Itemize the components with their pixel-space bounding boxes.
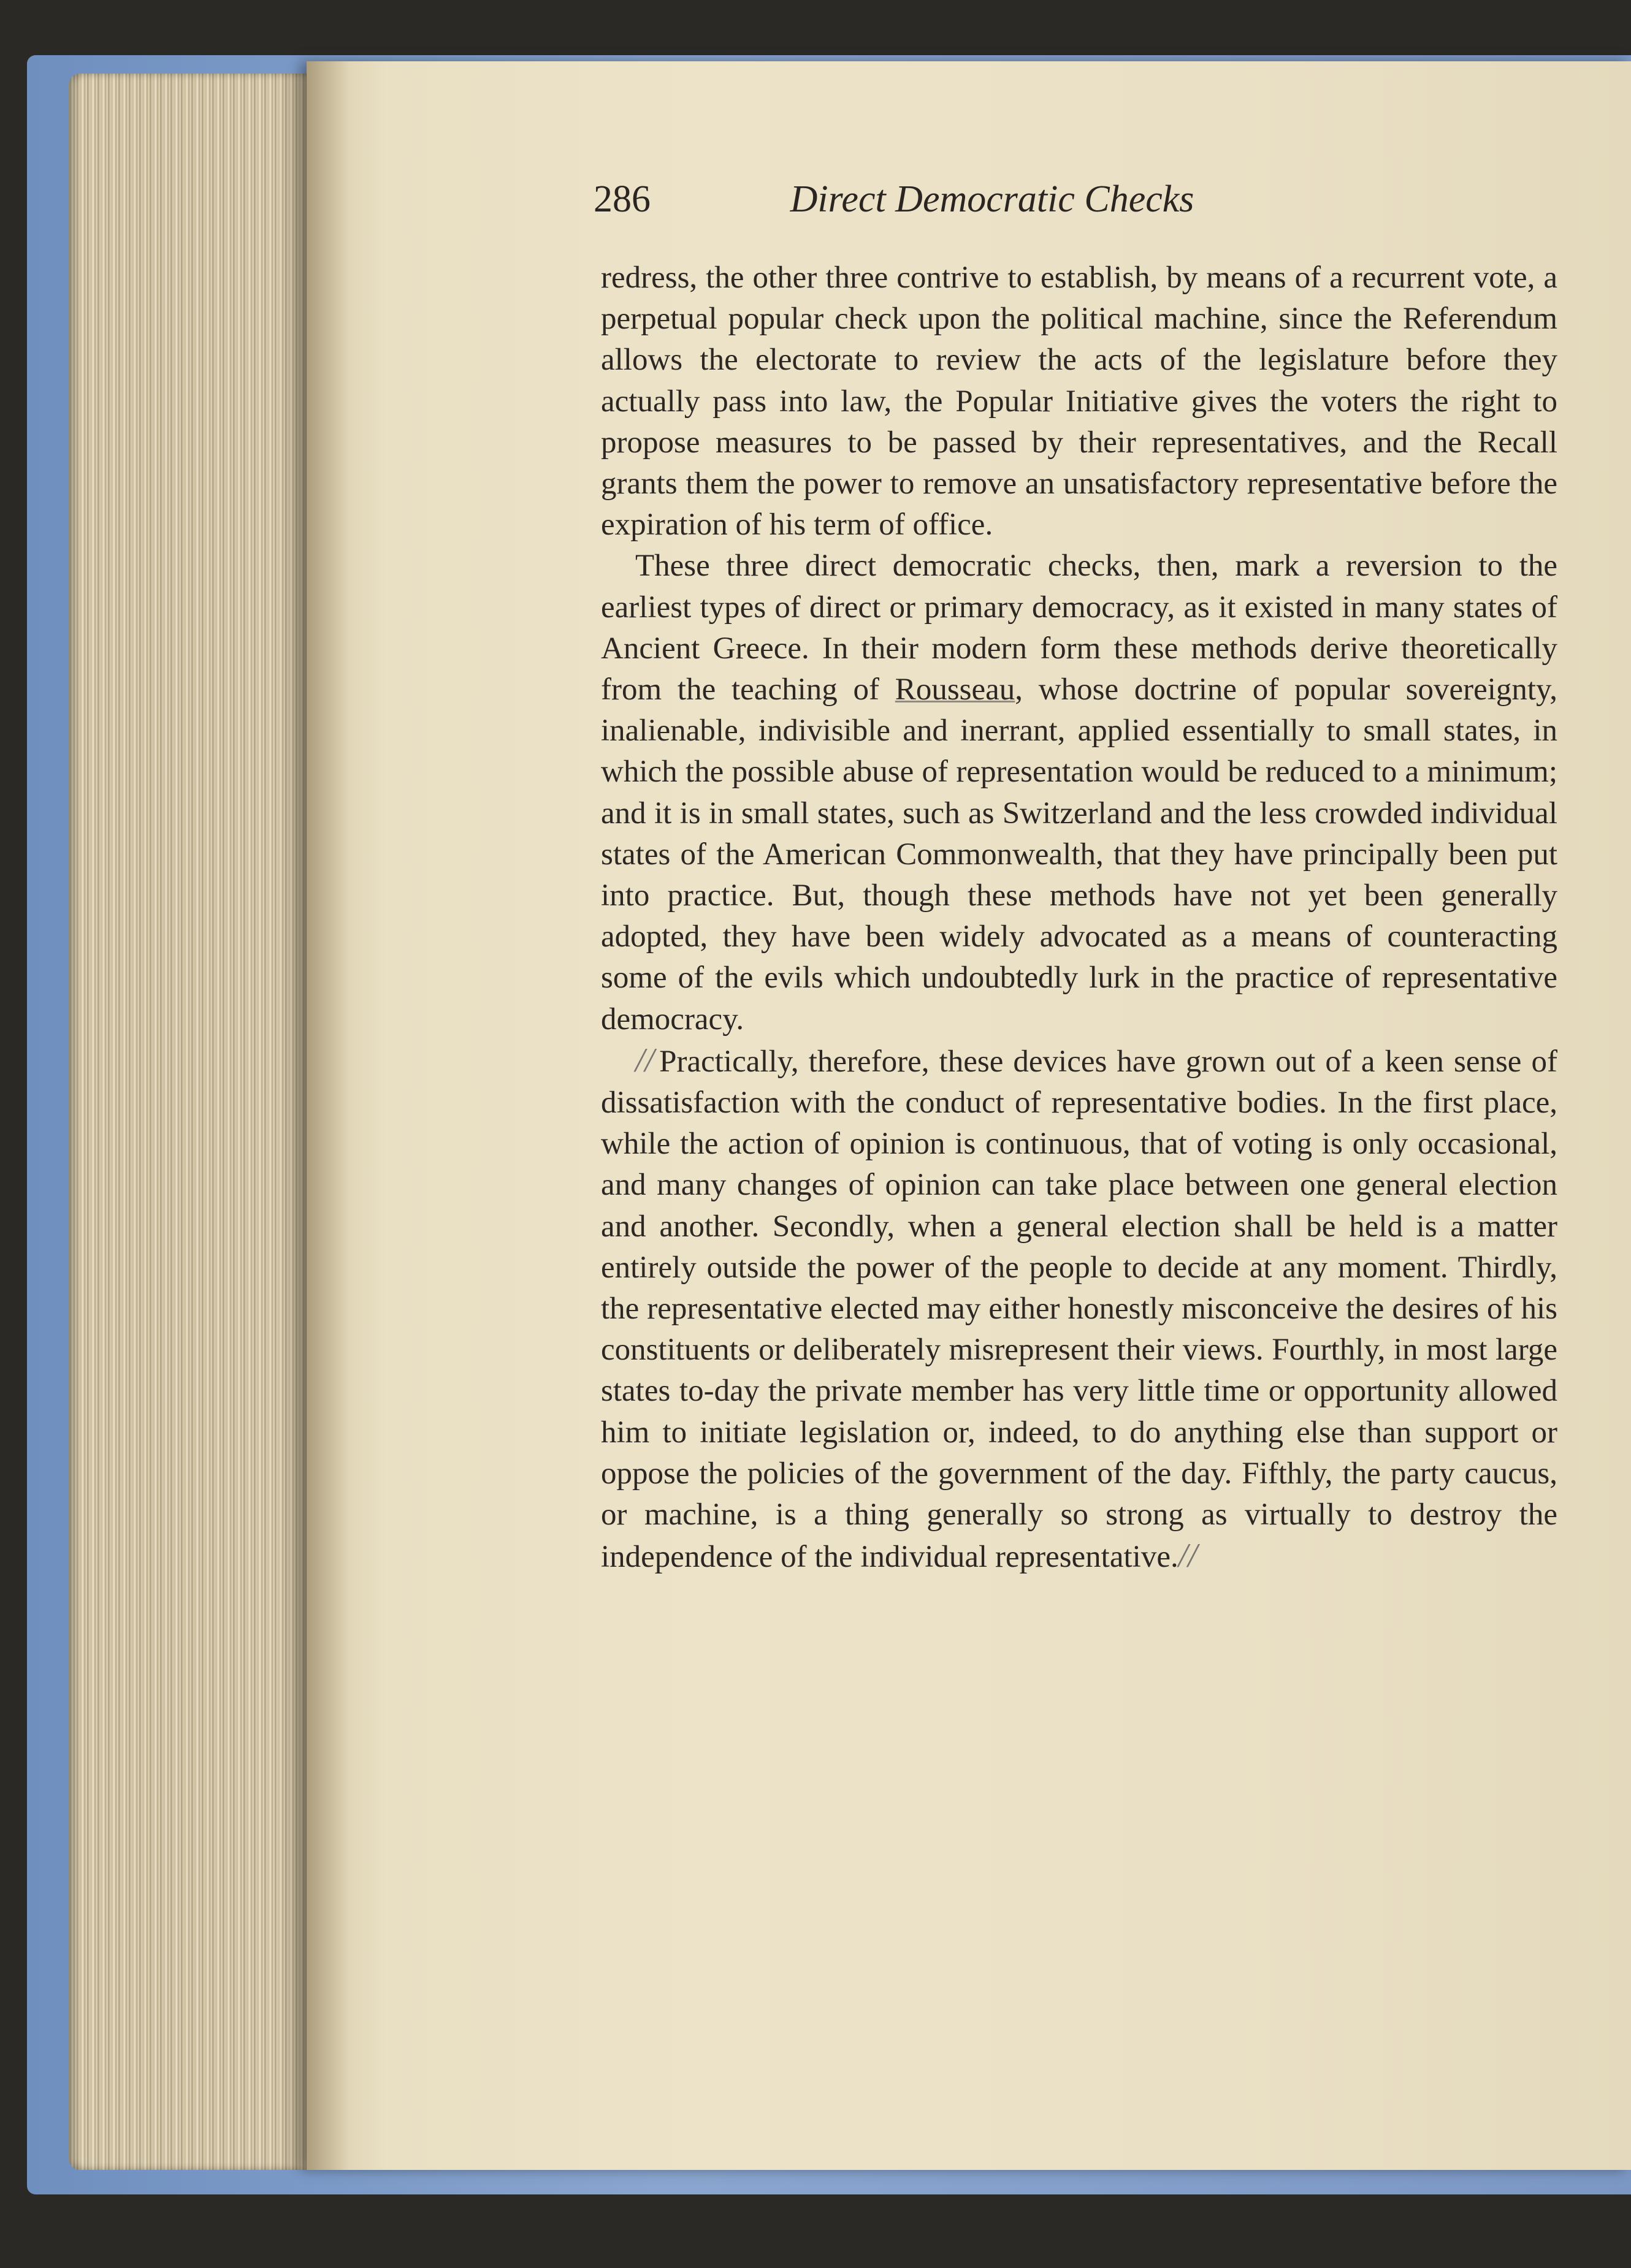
page-number: 286 — [594, 178, 651, 220]
pencil-mark-end: // — [1178, 1537, 1197, 1575]
paragraph-3 — [601, 1040, 1557, 1578]
page-gutter-shadow — [307, 61, 350, 2170]
paragraph-2-text-before: These three direct democratic checks, then, mark a reversion to the earliest types of direct or primary democracy, as it existed in many states of Ancient Greece. In their modern form these methods derive theoretically from the teaching of — [601, 549, 1557, 707]
running-head — [594, 178, 1305, 233]
page-edges — [69, 74, 314, 2170]
running-title: Direct Democratic Checks — [790, 178, 1194, 220]
underlined-word: Rousseau — [895, 672, 1015, 707]
body-text — [601, 257, 1557, 1578]
paragraph-2 — [601, 546, 1557, 1040]
paragraph-3-text: Practically, therefore, these devices have grown out of a keen sense of dissatisfaction with the conduct of representative bodies. In the first place, while the action of opinion is continuous, that of voting is only occasional, and many changes of opinion can take place between one general election and another. Secondly, when a general election shall be held is a matter entirely outside the power of the people to decide at any moment. Thirdly, the representative elected may either honestly misconceive the desires of his constituents or deliberately misrepresent their views. Fourthly, in most large states to-day the private member has very little time or opportunity allowed him to initiate legislation or, indeed, to do anything else than support or oppose the policies of the government of the day. Fifthly, the party caucus, or machine, is a thing generally so strong as virtually to destroy the independence of the individual representative. — [601, 1044, 1557, 1575]
paragraph-1-text: redress, the other three contrive to establish, by means of a recurrent vote, a perpetual popular check upon the political machine, since the Referendum allows the electorate to review the acts of the legislature before they actually pass into law, the Popular Initiative gives the voters the right to propose measures to be passed by their representatives, and the Recall grants them the power to remove an unsatisfactory representative before the expiration of his term of office. — [601, 261, 1557, 542]
paragraph-1 — [601, 257, 1557, 546]
pencil-mark-start: // — [635, 1041, 655, 1079]
paragraph-2-text-after: , whose doctrine of popular sovereignty, inalienable, indivisible and inerrant, applied essentially to small states, in which the possible abuse of representation would be reduced to a minimum; and it is in small states, such as Switzerland and the less crowded individual states of the American Commonwealth, that they have principally been put into practice. But, though these methods have not yet been generally adopted, they have been widely advocated as a means of counteracting some of the evils which undoubtedly lurk in the practice of representative democracy. — [601, 672, 1557, 1037]
